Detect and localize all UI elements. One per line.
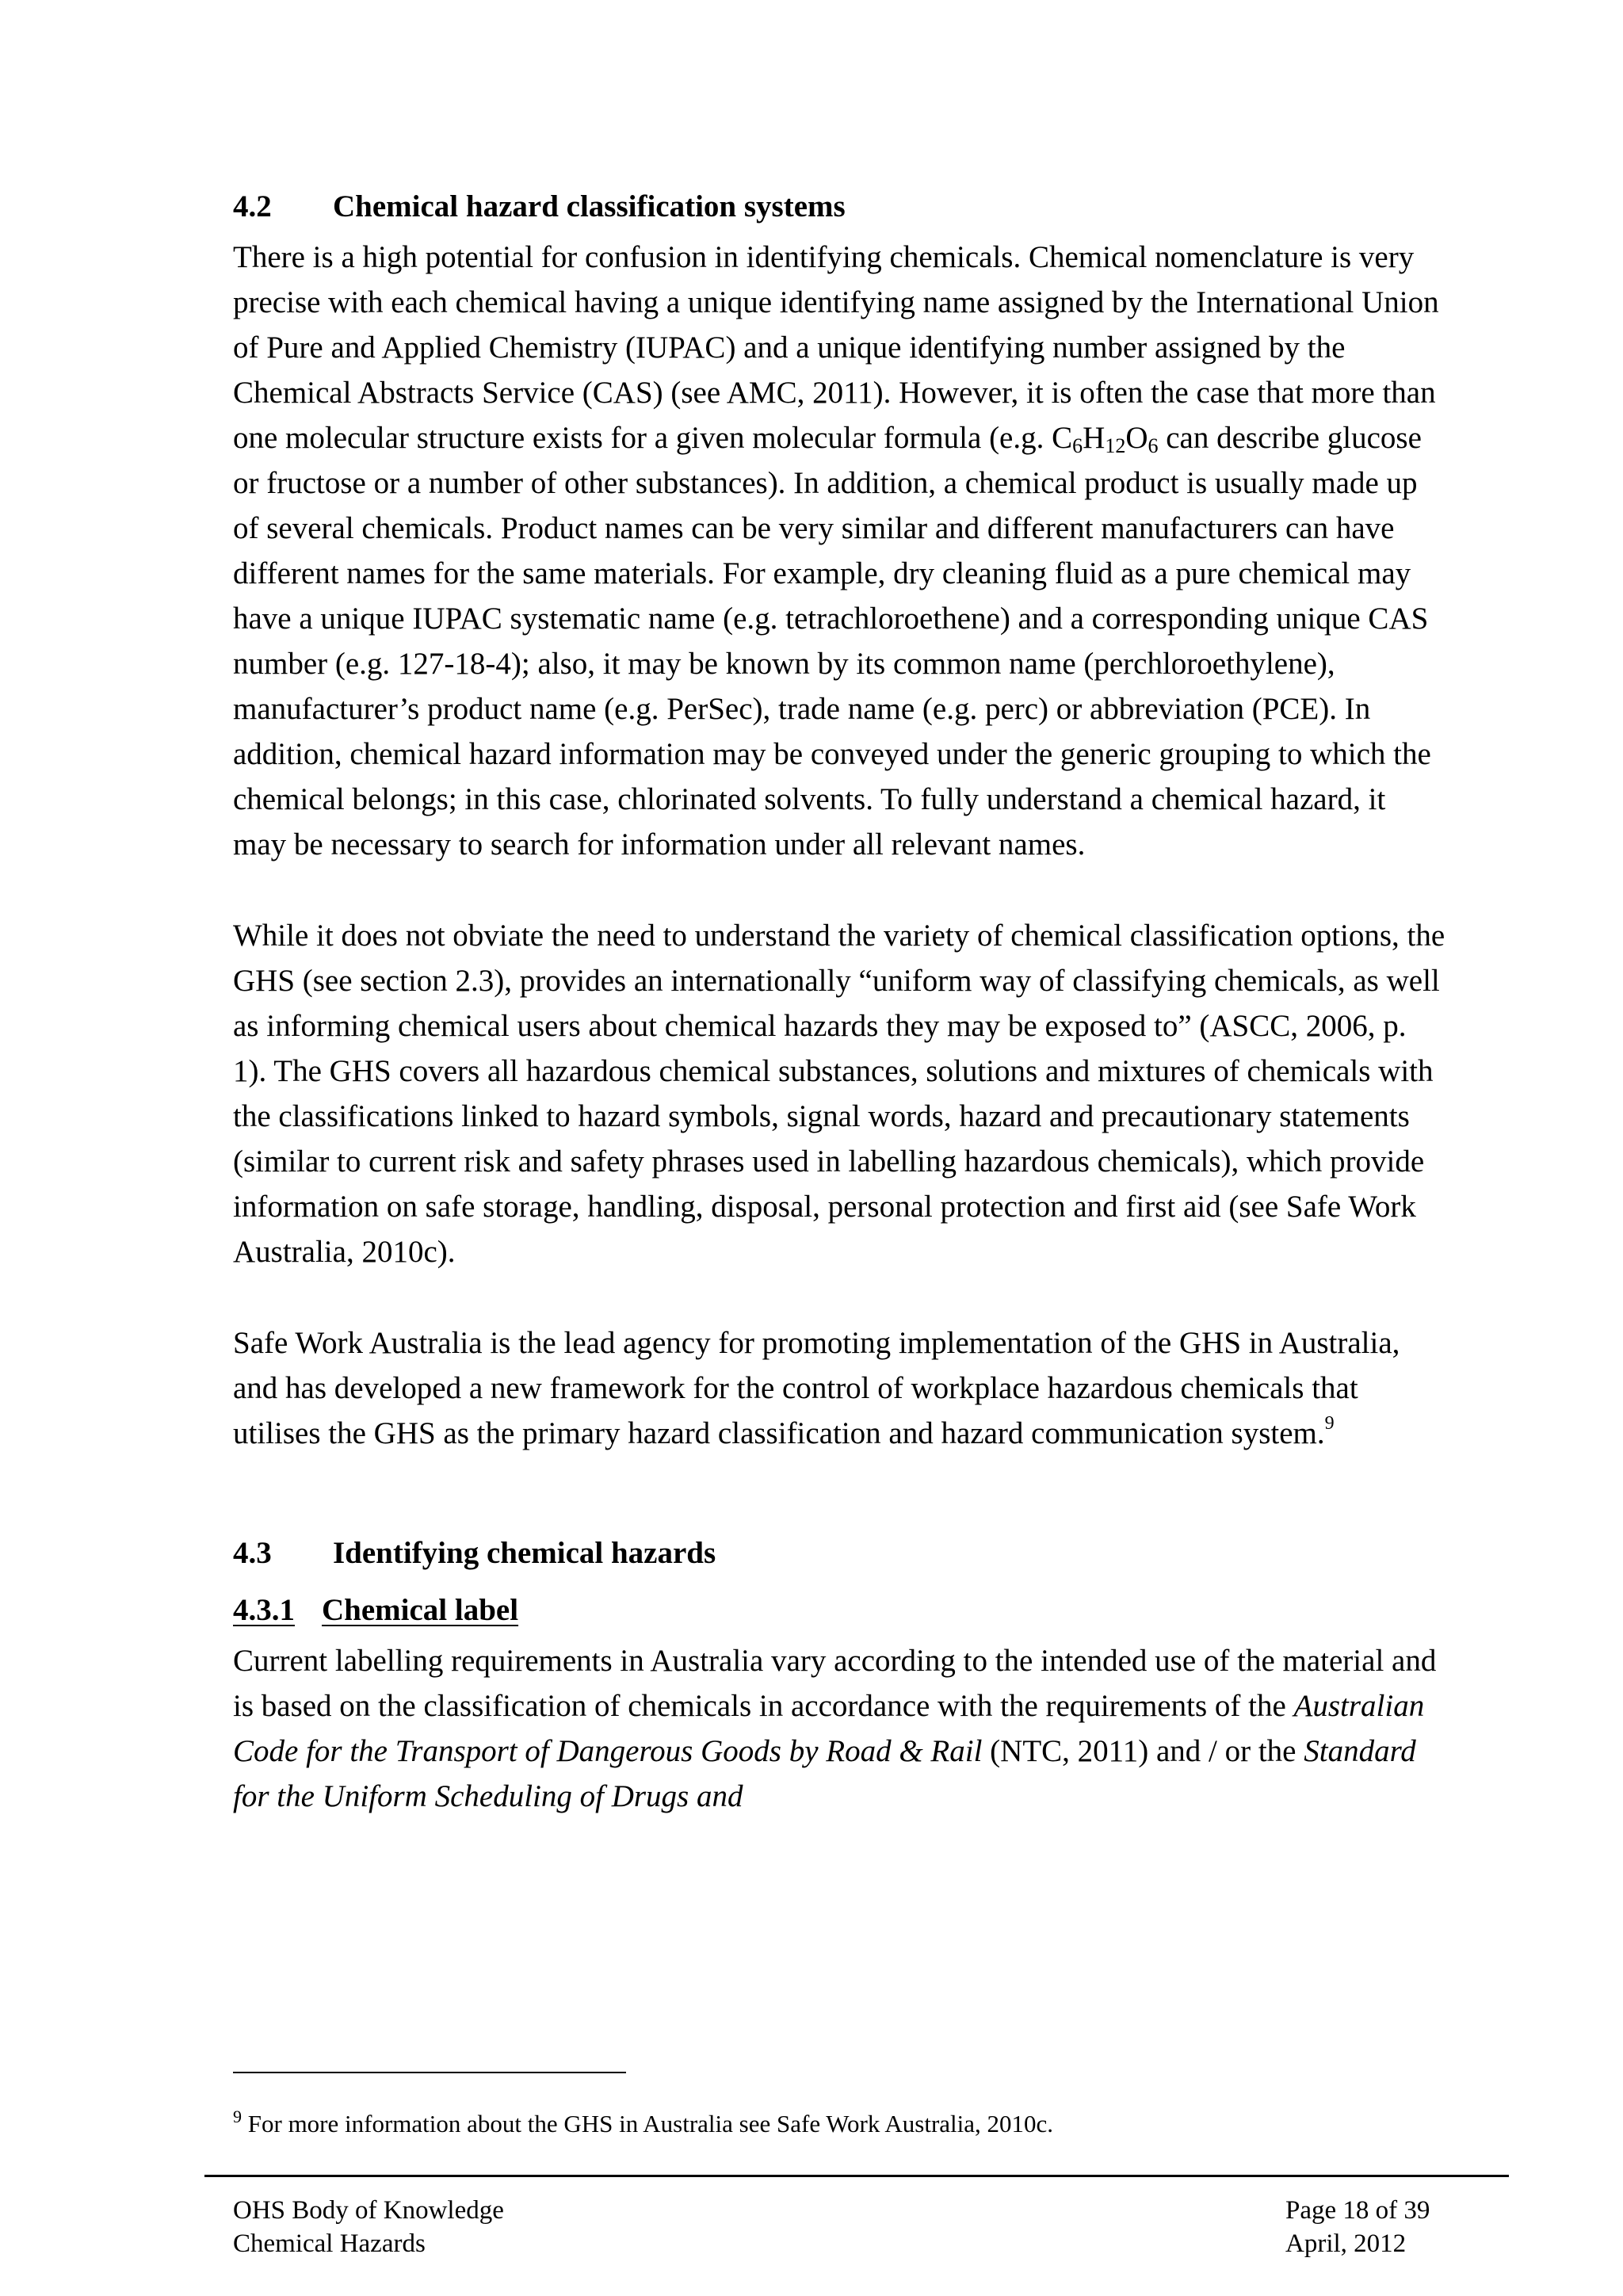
footnote-marker: 9 <box>233 2107 242 2126</box>
footer-date: April, 2012 <box>1285 2229 1407 2258</box>
subsection-title: Chemical label <box>322 1593 519 1627</box>
paragraph-text-after-formula: can describe glucose or fructose or a number of other substances). In addition, a chemical product is usually made up of several chemicals. Product names can be very similar and different manufacturers can have different names for the same materials. For example, dry cleaning fluid as a pure chemical may have a unique IUPAC systematic name (e.g. tetrachloroethene) and a corresponding unique CAS number (e.g. 127-18-4); also, it may be known by its common name (perchloroethylene), manufacturer’s product name (e.g. PerSec), trade name (e.g. perc) or abbreviation (PCE). In addition, chemical hazard information may be conveyed under the generic grouping to which the chemical belongs; in this case, chlorinated solvents. To fully understand a chemical hazard, it may be necessary to search for information under all relevant names. <box>233 421 1431 861</box>
subsection-heading-4-3-1 <box>233 1587 1445 1633</box>
section-title: Chemical hazard classification systems <box>333 189 846 223</box>
footnote-reference[interactable]: 9 <box>1324 1413 1335 1434</box>
subsection-number: 4.3.1 <box>233 1593 295 1627</box>
section-number: 4.2 <box>233 189 272 223</box>
footer-page-number: Page 18 of 39 <box>1285 2196 1430 2225</box>
chemical-formula: $C_6H_{12}O_6$ <box>1052 421 1159 457</box>
footnote-text: For more information about the GHS in Australia see Safe Work Australia, 2010c. <box>242 2110 1054 2137</box>
footnote <box>233 2108 1053 2140</box>
footnote-divider <box>233 2072 626 2073</box>
section-number: 4.3 <box>233 1536 272 1570</box>
footer-left <box>233 2194 504 2260</box>
section-heading-4-3 <box>233 1530 1445 1576</box>
paragraph-ghs-overview: While it does not obviate the need to understand the variety of chemical classification options, the GHS (see section 2.3), provides an internationally “uniform way of classifying chemicals, as well as informing chemical users about chemical hazards they may be exposed to” (ASCC, 2006, p. 1). The GHS covers all hazardous chemical substances, solutions and mixtures of chemicals with the classifications linked to hazard symbols, signal words, hazard and precautionary statements (similar to current risk and safety phrases used in labelling hazardous chemicals), which provide information on safe storage, handling, disposal, personal protection and first aid (see Safe Work Australia, 2010c). <box>233 919 1445 1269</box>
paragraph-safe-work-australia: Safe Work Australia is the lead agency for promoting implementation of the GHS in Australia, and has developed a new framework for the control of workplace hazardous chemicals that utilises the GHS as the primary hazard classification and hazard communication system.$^9$ <box>233 1326 1400 1450</box>
document-title-scheduling-standard: Standard for the Uniform Scheduling of Drugs and <box>233 1734 1416 1813</box>
footer-chapter-title: Chemical Hazards <box>233 2229 426 2258</box>
footer-publication-title: OHS Body of Knowledge <box>233 2196 504 2225</box>
document-title-transport-code: Australian Code for the Transport of Dangerous Goods by Road & Rail <box>233 1689 1425 1768</box>
paragraph-text-before-formula: There is a high potential for confusion in identifying chemicals. Chemical nomenclature is very precise with each chemical having a unique identifying name assigned by the International Union of Pure and Applied Chemistry (IUPAC) and a unique identifying number assigned by the Chemical Abstracts Service (CAS) (see AMC, 2011). However, it is often the case that more than one molecular structure exists for a given molecular formula (e.g. <box>233 240 1439 455</box>
section-title: Identifying chemical hazards <box>333 1536 716 1570</box>
page-content <box>233 184 1445 1819</box>
footer-divider <box>204 2175 1509 2177</box>
footer-right <box>1285 2194 1430 2260</box>
paragraph-chemical-confusion <box>233 235 1445 867</box>
paragraph-labelling-requirements: Current labelling requirements in Australia vary according to the intended use of the material and is based on the classification of chemicals in accordance with the requirements of the Australian Code for the Transport of Dangerous Goods by Road & Rail (NTC, 2011) and / or the Standard for the Uniform Scheduling of Drugs and <box>233 1644 1437 1813</box>
section-heading-4-2 <box>233 184 1445 230</box>
